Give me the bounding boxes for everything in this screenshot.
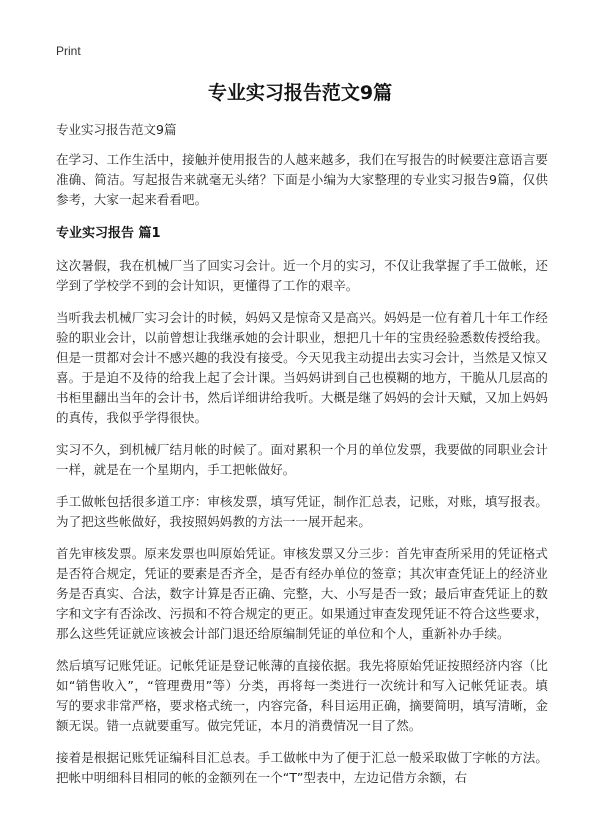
- print-link[interactable]: Print: [56, 44, 81, 58]
- body-paragraph: 然后填写记账凭证。记帐凭证是登记帐薄的直接依据。我先将原始凭证按照经济内容（比如“销售收入”，“管理费用”等）分类，再将每一类进行一次统计和写入记帐凭证表。填写的要求非常严格，要求格式统一，内容完备，科目运用正确，摘要简明，填写清晰，金额无误。错一点就要重写。做完凭证，本月的消费情况一目了然。: [56, 658, 548, 733]
- document-body: [56, 120, 548, 800]
- section-heading: 专业实习报告 篇1: [56, 226, 161, 241]
- intro-paragraph: 在学习、工作生活中，接触并使用报告的人越来越多，我们在写报告的时候要注意语言要准确、简洁。写起报告来就毫无头绪？下面是小编为大家整理的专业实习报告9篇，仅供参考，大家一起来看看吧。: [56, 152, 548, 207]
- document-title: 专业实习报告范文9篇: [207, 82, 393, 104]
- body-paragraph: 手工做帐包括很多道工序：审核发票，填写凭证，制作汇总表，记账，对账，填写报表。为了把这些帐做好，我按照妈妈教的方法一一展开起来。: [56, 494, 548, 529]
- body-paragraph: 接着是根据记账凭证编科目汇总表。手工做帐中为了便于汇总一般采取做丁字帐的方法。把帐中明细科目相同的帐的金额列在一个“T”型表中，左边记借方余额，右: [56, 750, 548, 785]
- document-subtitle: 专业实习报告范文9篇: [56, 122, 177, 137]
- body-paragraph: 首先审核发票。原来发票也叫原始凭证。审核发票又分三步：首先审查所采用的凭证格式是否符合规定，凭证的要素是否齐全，是否有经办单位的签章；其次审查凭证上的经济业务是否真实、合法，数字计算是否正确、完整，大、小写是否一致；最后审查凭证上的数字和文字有否涂改、污损和不符合规定的更正。如果通过审查发现凭证不符合这些要求，那么这些凭证就应该被会计部门退还给原编制凭证的单位和个人，重新补办手续。: [56, 546, 548, 641]
- body-paragraph: 当听我去机械厂实习会计的时候，妈妈又是惊奇又是高兴。妈妈是一位有着几十年工作经验的职业会计，以前曾想让我继承她的会计职业，想把几十年的宝贵经验悉数传授给我。但是一贯都对会计不感兴趣的我没有接受。今天见我主动提出去实习会计，当然是又惊又喜。于是迫不及待的给我上起了会计课。当妈妈讲到自己也模糊的地方，干脆从几层高的书柜里翻出当年的会计书，然后详细讲给我听。大概是继了妈妈的会计天赋，又加上妈妈的真传，我似乎学得很快。: [56, 310, 548, 425]
- body-paragraph: 实习不久，到机械厂结月帐的时候了。面对累积一个月的单位发票，我要做的同职业会计一样，就是在一个星期内，手工把帐做好。: [56, 442, 548, 477]
- body-paragraph: 这次暑假，我在机械厂当了回实习会计。近一个月的实习，不仅让我掌握了手工做帐，还学到了学校学不到的会计知识，更懂得了工作的艰辛。: [56, 258, 548, 293]
